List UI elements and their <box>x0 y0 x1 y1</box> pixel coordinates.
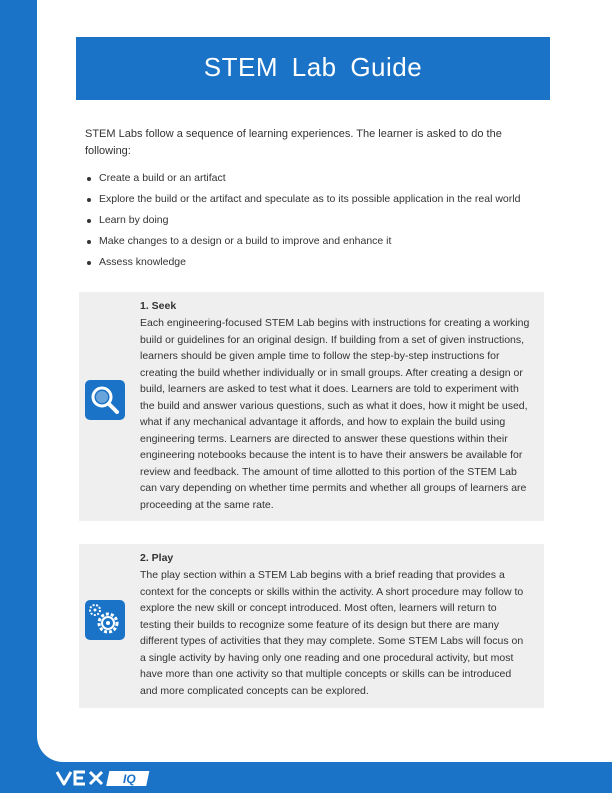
activity-list <box>85 171 525 276</box>
bullet-icon <box>87 219 91 223</box>
section-body: The play section within a STEM Lab begins with a brief reading that provides a context for the concepts or skills within the activity. A short procedure may follow to explore the new skill or concept introduced. Most often, learners will return to testing their builds to recognize some feature of its design but there are many different types of activities that they may complete. Some STEM Labs will focus on a single activity by having only one reading and one procedural activity, but most have more than one activity so that multiple concepts or skills can be introduced and more complicated concepts can be explored. <box>140 569 524 697</box>
list-item: Make changes to a design or a build to improve and enhance it <box>85 234 525 249</box>
vex-iq-logo <box>55 768 155 788</box>
title-banner <box>76 37 550 100</box>
section-title: 2. Play <box>140 552 174 564</box>
bullet-icon <box>87 240 91 244</box>
page-title: STEM Lab Guide <box>203 52 423 82</box>
svg-text:IQ: IQ <box>123 772 136 786</box>
bullet-icon <box>87 198 91 202</box>
bullet-icon <box>87 177 91 181</box>
list-item: Learn by doing <box>85 213 525 228</box>
seek-section <box>79 292 544 521</box>
bullet-icon <box>87 261 91 265</box>
play-section <box>79 544 544 708</box>
section-title: 1. Seek <box>140 300 177 312</box>
list-item: Create a build or an artifact <box>85 171 525 186</box>
gears-icon <box>85 600 125 640</box>
list-item: Explore the build or the artifact and speculate as to its possible application in the real world <box>85 192 525 207</box>
intro-paragraph: STEM Labs follow a sequence of learning experiences. The learner is asked to do the following: <box>85 128 502 157</box>
list-item: Assess knowledge <box>85 255 525 270</box>
magnifier-icon <box>85 380 125 420</box>
section-body: Each engineering-focused STEM Lab begins with instructions for creating a working build or guidelines for an original design. If building from a set of given instructions, learners should be given ample time to follow the step-by-step instructions for creating the build whether individually or in small groups. After creating a design or build, learners are asked to test what it does. Learners are told to experiment with the build and answer various questions, such as what it does, how it might be used, what if any mechanical advantage it affords, and how to explain the build using engineering terms. Learners are directed to answer these questions within their engineering notebooks because the intent is to have their answers be available for review and feedback. The amount of time allotted to this portion of the STEM Lab can vary depending on whether time permits and whether all groups of learners are proceeding at the same rate. <box>140 317 530 511</box>
